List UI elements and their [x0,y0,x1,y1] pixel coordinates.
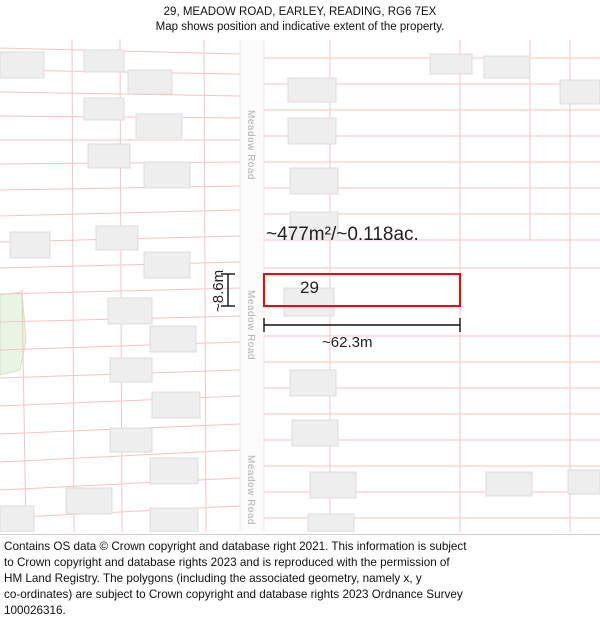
footer-line-1: Contains OS data © Crown copyright and database right 2021. This information is subject [4,540,467,553]
footer-line-5: 100026316. [4,604,66,617]
footer-line-4: co-ordinates) are subject to Crown copyright and database rights 2023 Ordnance Survey [4,588,463,601]
width-label: ~62.3m [322,334,373,351]
footer-line-3: HM Land Registry. The polygons (including the associated geometry, namely x, y [4,572,422,585]
road-label-meadow-road-south: Meadow Road [245,455,256,525]
road-label-meadow-road-middle: Meadow Road [245,290,256,360]
copyright-footer [0,534,600,625]
height-label: ~8.6m [210,269,227,312]
page-title: 29, MEADOW ROAD, EARLEY, READING, RG6 7EX [163,6,437,18]
map-canvas[interactable] [0,40,600,532]
map-header [0,0,600,40]
area-label: ~477m²/~0.118ac. [266,224,419,245]
page-subtitle: Map shows position and indicative extent of the property. [155,21,445,33]
road-label-meadow-road-north: Meadow Road [245,110,256,180]
plot-number-label: 29 [300,278,319,297]
footer-line-2: to Crown copyright and database rights 2023 and is reproduced with the permission of [4,556,450,569]
